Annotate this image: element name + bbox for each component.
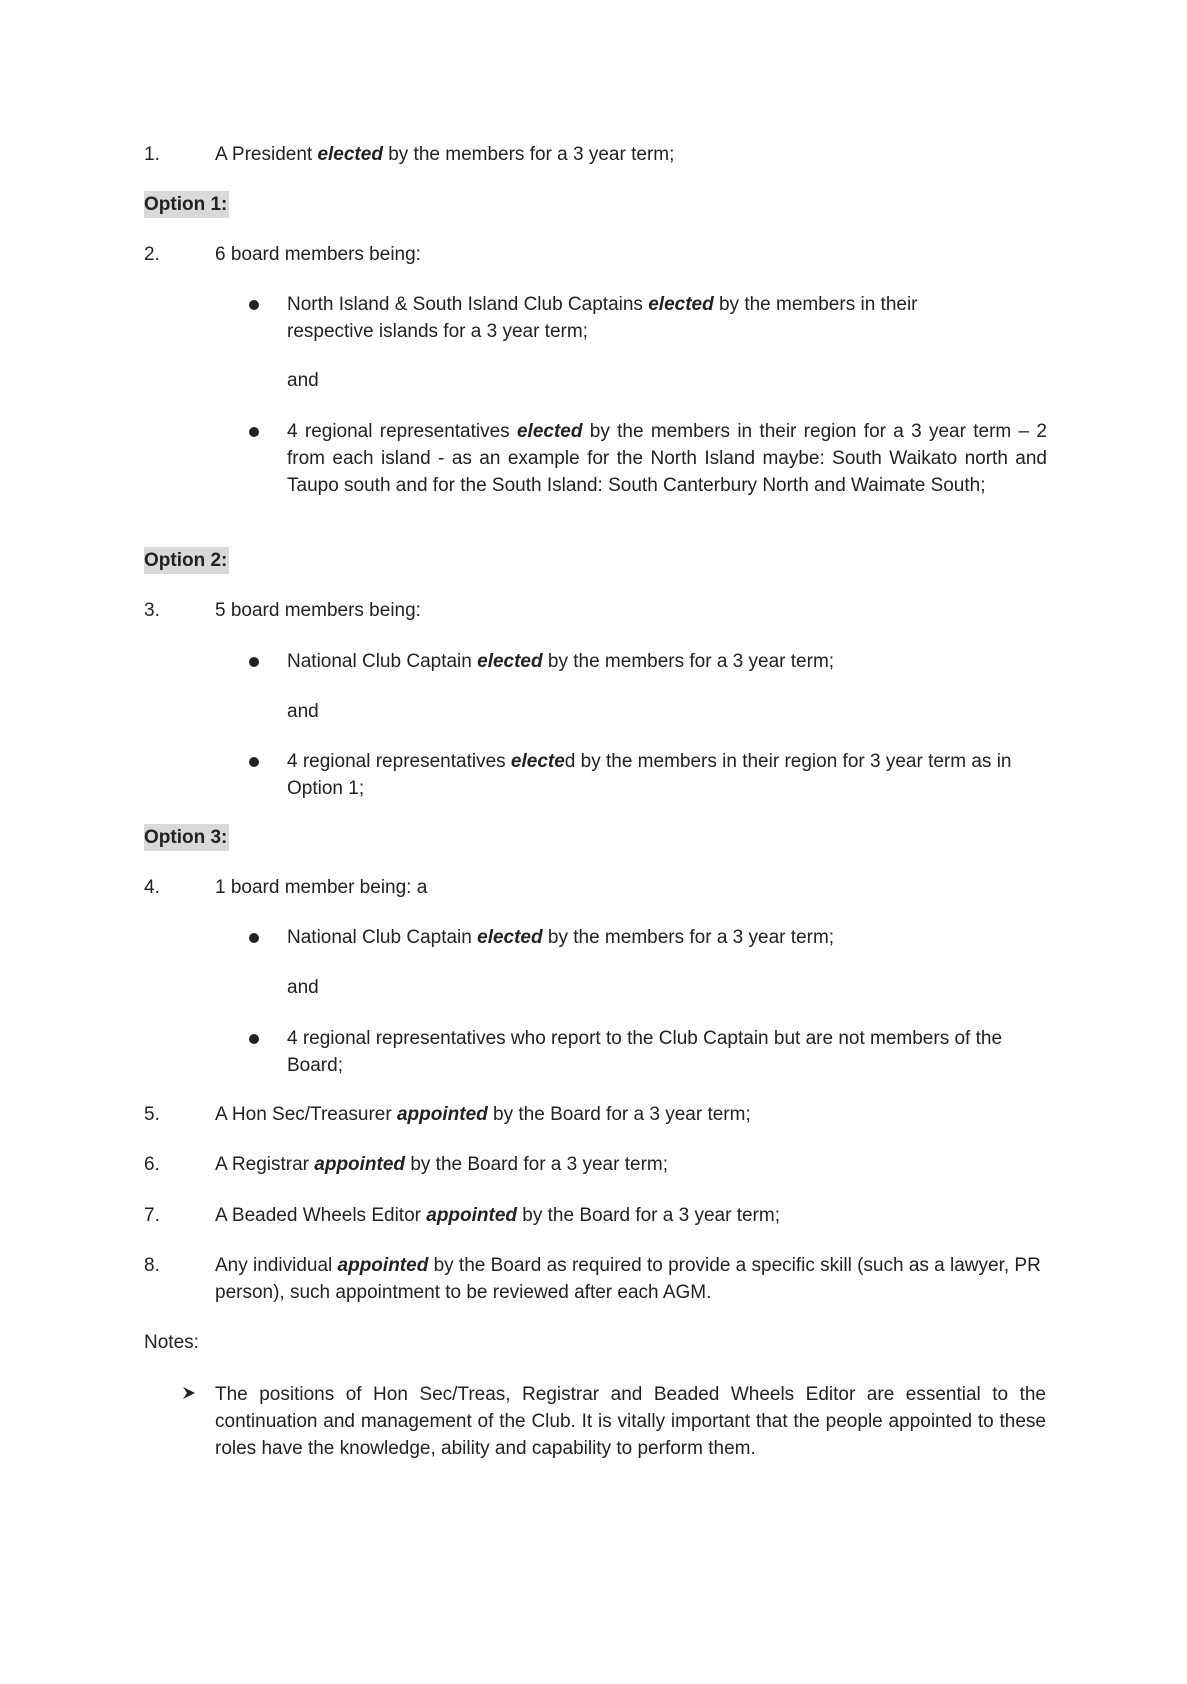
bullet-dot-icon xyxy=(249,300,259,310)
bullet-dot-icon xyxy=(249,657,259,667)
bullet-text: 4 regional representatives who report to the Club Captain but are not members of the Board; xyxy=(287,1028,1003,1076)
item-number: 4. xyxy=(144,877,160,898)
item-number: 8. xyxy=(144,1255,160,1276)
option-2-heading: Option 2: xyxy=(144,547,229,574)
item-text: A President elected by the members for a 3 year term; xyxy=(215,144,675,165)
item-number: 2. xyxy=(144,244,160,265)
bullet-text: National Club Captain elected by the members for a 3 year term; xyxy=(287,927,835,948)
item-text: A Hon Sec/Treasurer appointed by the Board for a 3 year term; xyxy=(215,1104,751,1125)
note-text: The positions of Hon Sec/Treas, Registrar and Beaded Wheels Editor are essential to the continuation and management of the Club. It is vitally important that the people appointed to these roles have the knowledge, ability and capability to perform them. xyxy=(215,1384,1046,1459)
bullet-dot-icon xyxy=(249,1034,259,1044)
bullet-dot-icon xyxy=(249,757,259,767)
item-number: 7. xyxy=(144,1205,160,1226)
notes-label: Notes: xyxy=(144,1332,199,1353)
bullet-text: 4 regional representatives elected by the members in their region for 3 year term as in Option 1; xyxy=(287,751,1012,799)
bullet-dot-icon xyxy=(249,427,259,437)
bullet-dot-icon xyxy=(249,933,259,943)
and-connector: and xyxy=(287,370,319,391)
bullet-text: North Island & South Island Club Captains elected by the members in their respective islands for a 3 year term; xyxy=(287,294,918,342)
item-text: 5 board members being: xyxy=(215,600,421,621)
item-number: 6. xyxy=(144,1154,160,1175)
bullet-text: 4 regional representatives elected by the members in their region for a 3 year term – 2 from each island - as an example for the North Island maybe: South Waikato north and Taupo south and for the South Island: South Canterbury North and Waimate South; xyxy=(287,421,1047,496)
option-3-heading: Option 3: xyxy=(144,824,229,851)
item-number: 1. xyxy=(144,144,160,165)
item-text: 6 board members being: xyxy=(215,244,421,265)
item-text: A Beaded Wheels Editor appointed by the Board for a 3 year term; xyxy=(215,1205,780,1226)
and-connector: and xyxy=(287,977,319,998)
item-number: 5. xyxy=(144,1104,160,1125)
and-connector: and xyxy=(287,701,319,722)
option-1-heading: Option 1: xyxy=(144,191,229,218)
bullet-text: National Club Captain elected by the members for a 3 year term; xyxy=(287,651,835,672)
arrow-bullet-icon xyxy=(181,1381,197,1408)
item-text: A Registrar appointed by the Board for a 3 year term; xyxy=(215,1154,669,1175)
item-number: 3. xyxy=(144,600,160,621)
item-text: Any individual appointed by the Board as required to provide a specific skill (such as a lawyer, PR person), such appointment to be reviewed after each AGM. xyxy=(215,1255,1041,1303)
item-text: 1 board member being: a xyxy=(215,877,428,898)
